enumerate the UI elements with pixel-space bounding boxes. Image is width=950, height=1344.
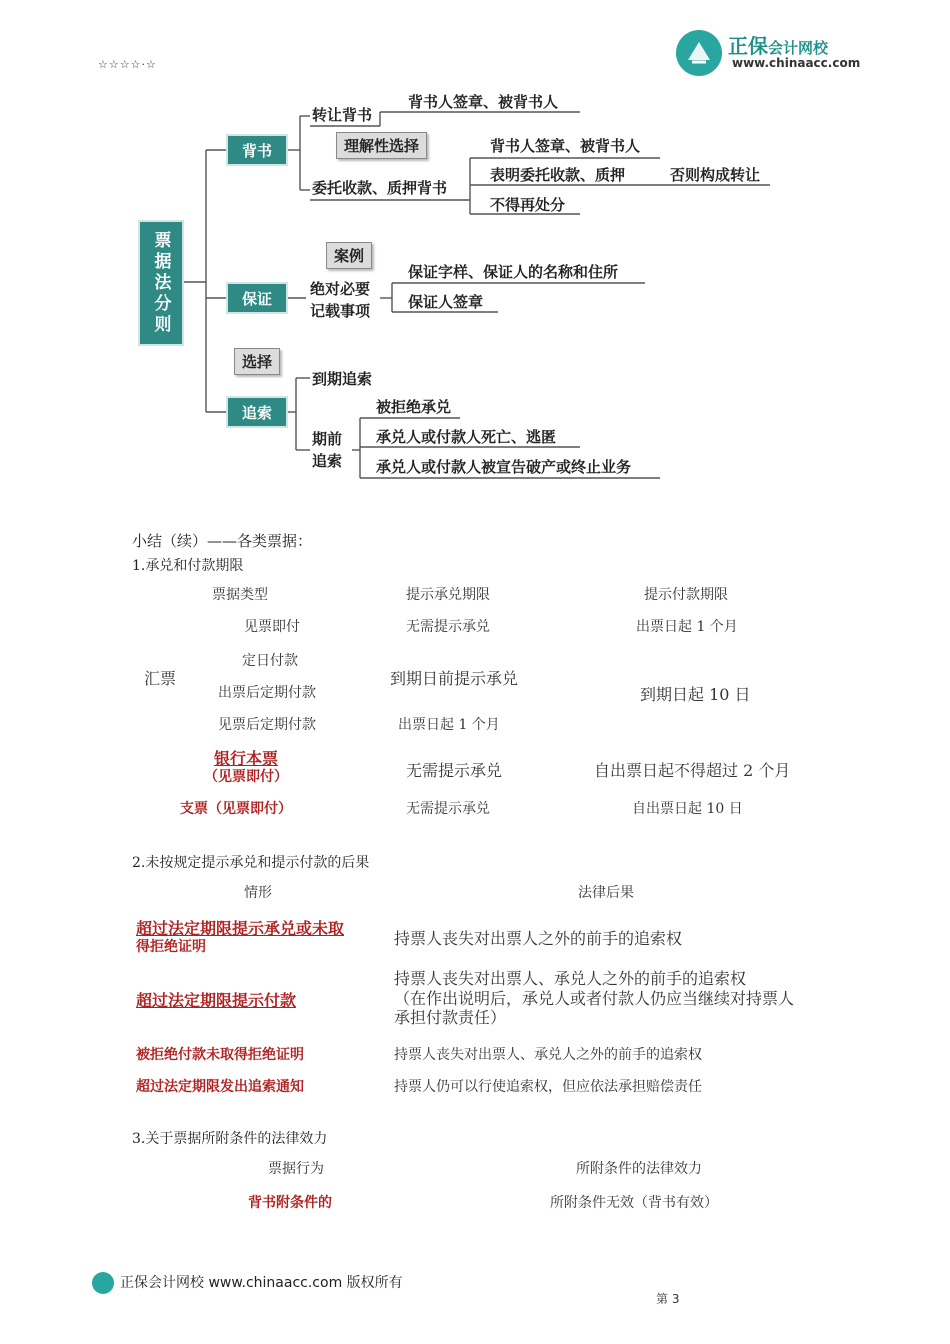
t3-header: 所附条件的法律效力 (576, 1161, 702, 1177)
t2-result: 持票人丧失对出票人、承兑人之外的前手的追索权 (394, 1047, 702, 1063)
recourse-item: 承兑人或付款人被宣告破产或终止业务 (376, 458, 632, 476)
t1-cell: 无需提示承兑 (406, 761, 503, 780)
t3-act: 背书附条件的 (248, 1195, 332, 1211)
t3-effect: 所附条件无效（背书有效） (550, 1195, 718, 1211)
header-text: ☆☆☆☆·☆ (98, 58, 157, 71)
t1-cell: 到期日起 10 日 (640, 685, 751, 704)
footer-text: 正保会计网校 www.chinaacc.com 版权所有 (120, 1275, 403, 1291)
t1-header: 提示付款期限 (644, 587, 728, 603)
mandatory-line1: 绝对必要 (310, 280, 371, 298)
t2-case: 超过法定期限提示承兑或未取 (136, 919, 345, 938)
transfer-endorse: 转让背书 (312, 106, 373, 124)
recourse-item: 承兑人或付款人死亡、逃匿 (376, 428, 557, 446)
endorse-node: 背书 (226, 134, 288, 166)
logo-name-sub: 会计网校 (768, 39, 829, 57)
page-number: 第 3 (656, 1292, 680, 1306)
t1-bank-note: 银行本票 (214, 749, 279, 768)
guarantee-item: 保证字样、保证人的名称和住所 (408, 263, 619, 281)
t1-cell: 无需提示承兑 (406, 801, 490, 817)
tag-understanding: 理解性选择 (336, 132, 427, 159)
t1-cell: 自出票日起 10 日 (632, 801, 743, 817)
logo-name: 正保 (728, 34, 768, 58)
t2-result: 持票人丧失对出票人、承兑人之外的前手的追索权 (394, 969, 747, 988)
entrust-item: 表明委托收款、质押 (490, 166, 626, 184)
t2-case: 被拒绝付款未取得拒绝证明 (136, 1047, 304, 1063)
t2-header: 情形 (244, 885, 272, 901)
t1-cell: 出票后定期付款 (218, 685, 316, 701)
t1-cell: 见票即付 (244, 619, 300, 635)
early-line1: 期前 (312, 430, 343, 448)
entrust-item: 不得再处分 (490, 196, 566, 214)
otherwise-transfer: 否则构成转让 (670, 166, 761, 184)
t2-result-note: 承担付款责任） (394, 1008, 507, 1027)
t1-cell: 出票日起 1 个月 (636, 619, 738, 635)
t1-header: 提示承兑期限 (406, 587, 490, 603)
section-2-title: 2.未按规定提示承兑和提示付款的后果 (132, 855, 370, 871)
t3-header: 票据行为 (268, 1161, 324, 1177)
t1-cell: 到期日前提示承兑 (390, 669, 519, 688)
t2-header: 法律后果 (578, 885, 634, 901)
section-3-title: 3.关于票据所附条件的法律效力 (132, 1131, 328, 1147)
t2-result-note: （在作出说明后，承兑人或者付款人仍应当继续对持票人 (394, 989, 795, 1008)
t1-cell: 定日付款 (242, 653, 298, 669)
guarantee-node: 保证 (226, 282, 288, 314)
footer-logo-icon (92, 1272, 114, 1294)
t1-cell: 自出票日起不得超过 2 个月 (594, 761, 791, 780)
t1-bank-note-sub: （见票即付） (204, 769, 288, 785)
logo-icon (676, 30, 722, 76)
recourse-item: 被拒绝承兑 (376, 398, 452, 416)
t2-case: 超过法定期限发出追索通知 (136, 1079, 304, 1095)
tag-case: 案例 (326, 242, 372, 269)
due-recourse: 到期追索 (312, 370, 373, 388)
entrust-item: 背书人签章、被背书人 (490, 137, 641, 155)
root-node: 票据法分则 (138, 220, 184, 346)
recourse-node: 追索 (226, 396, 288, 428)
early-line2: 追索 (312, 452, 343, 470)
t1-draft: 汇票 (144, 669, 177, 688)
mind-map (130, 80, 790, 490)
t1-header: 票据类型 (212, 587, 268, 603)
transfer-requirement: 背书人签章、被背书人 (408, 93, 559, 111)
mandatory-line2: 记载事项 (310, 302, 371, 320)
t2-result: 持票人仍可以行使追索权，但应依法承担赔偿责任 (394, 1079, 702, 1095)
footer (92, 1272, 403, 1294)
guarantee-item: 保证人签章 (408, 293, 484, 311)
logo-url: www.chinaacc.com (732, 56, 861, 70)
section-1-title: 1.承兑和付款期限 (132, 558, 244, 574)
summary-title: 小结（续）——各类票据： (132, 532, 313, 550)
t2-result: 持票人丧失对出票人之外的前手的追索权 (394, 929, 683, 948)
t2-case-cont: 得拒绝证明 (136, 939, 206, 955)
entrust-endorse: 委托收款、质押背书 (312, 179, 448, 197)
t1-cell: 出票日起 1 个月 (398, 717, 500, 733)
t1-check: 支票（见票即付） (180, 801, 292, 817)
tag-choice: 选择 (234, 348, 280, 375)
t1-cell: 无需提示承兑 (406, 619, 490, 635)
brand-logo (676, 28, 876, 78)
t1-cell: 见票后定期付款 (218, 717, 316, 733)
t2-case: 超过法定期限提示付款 (136, 991, 297, 1010)
